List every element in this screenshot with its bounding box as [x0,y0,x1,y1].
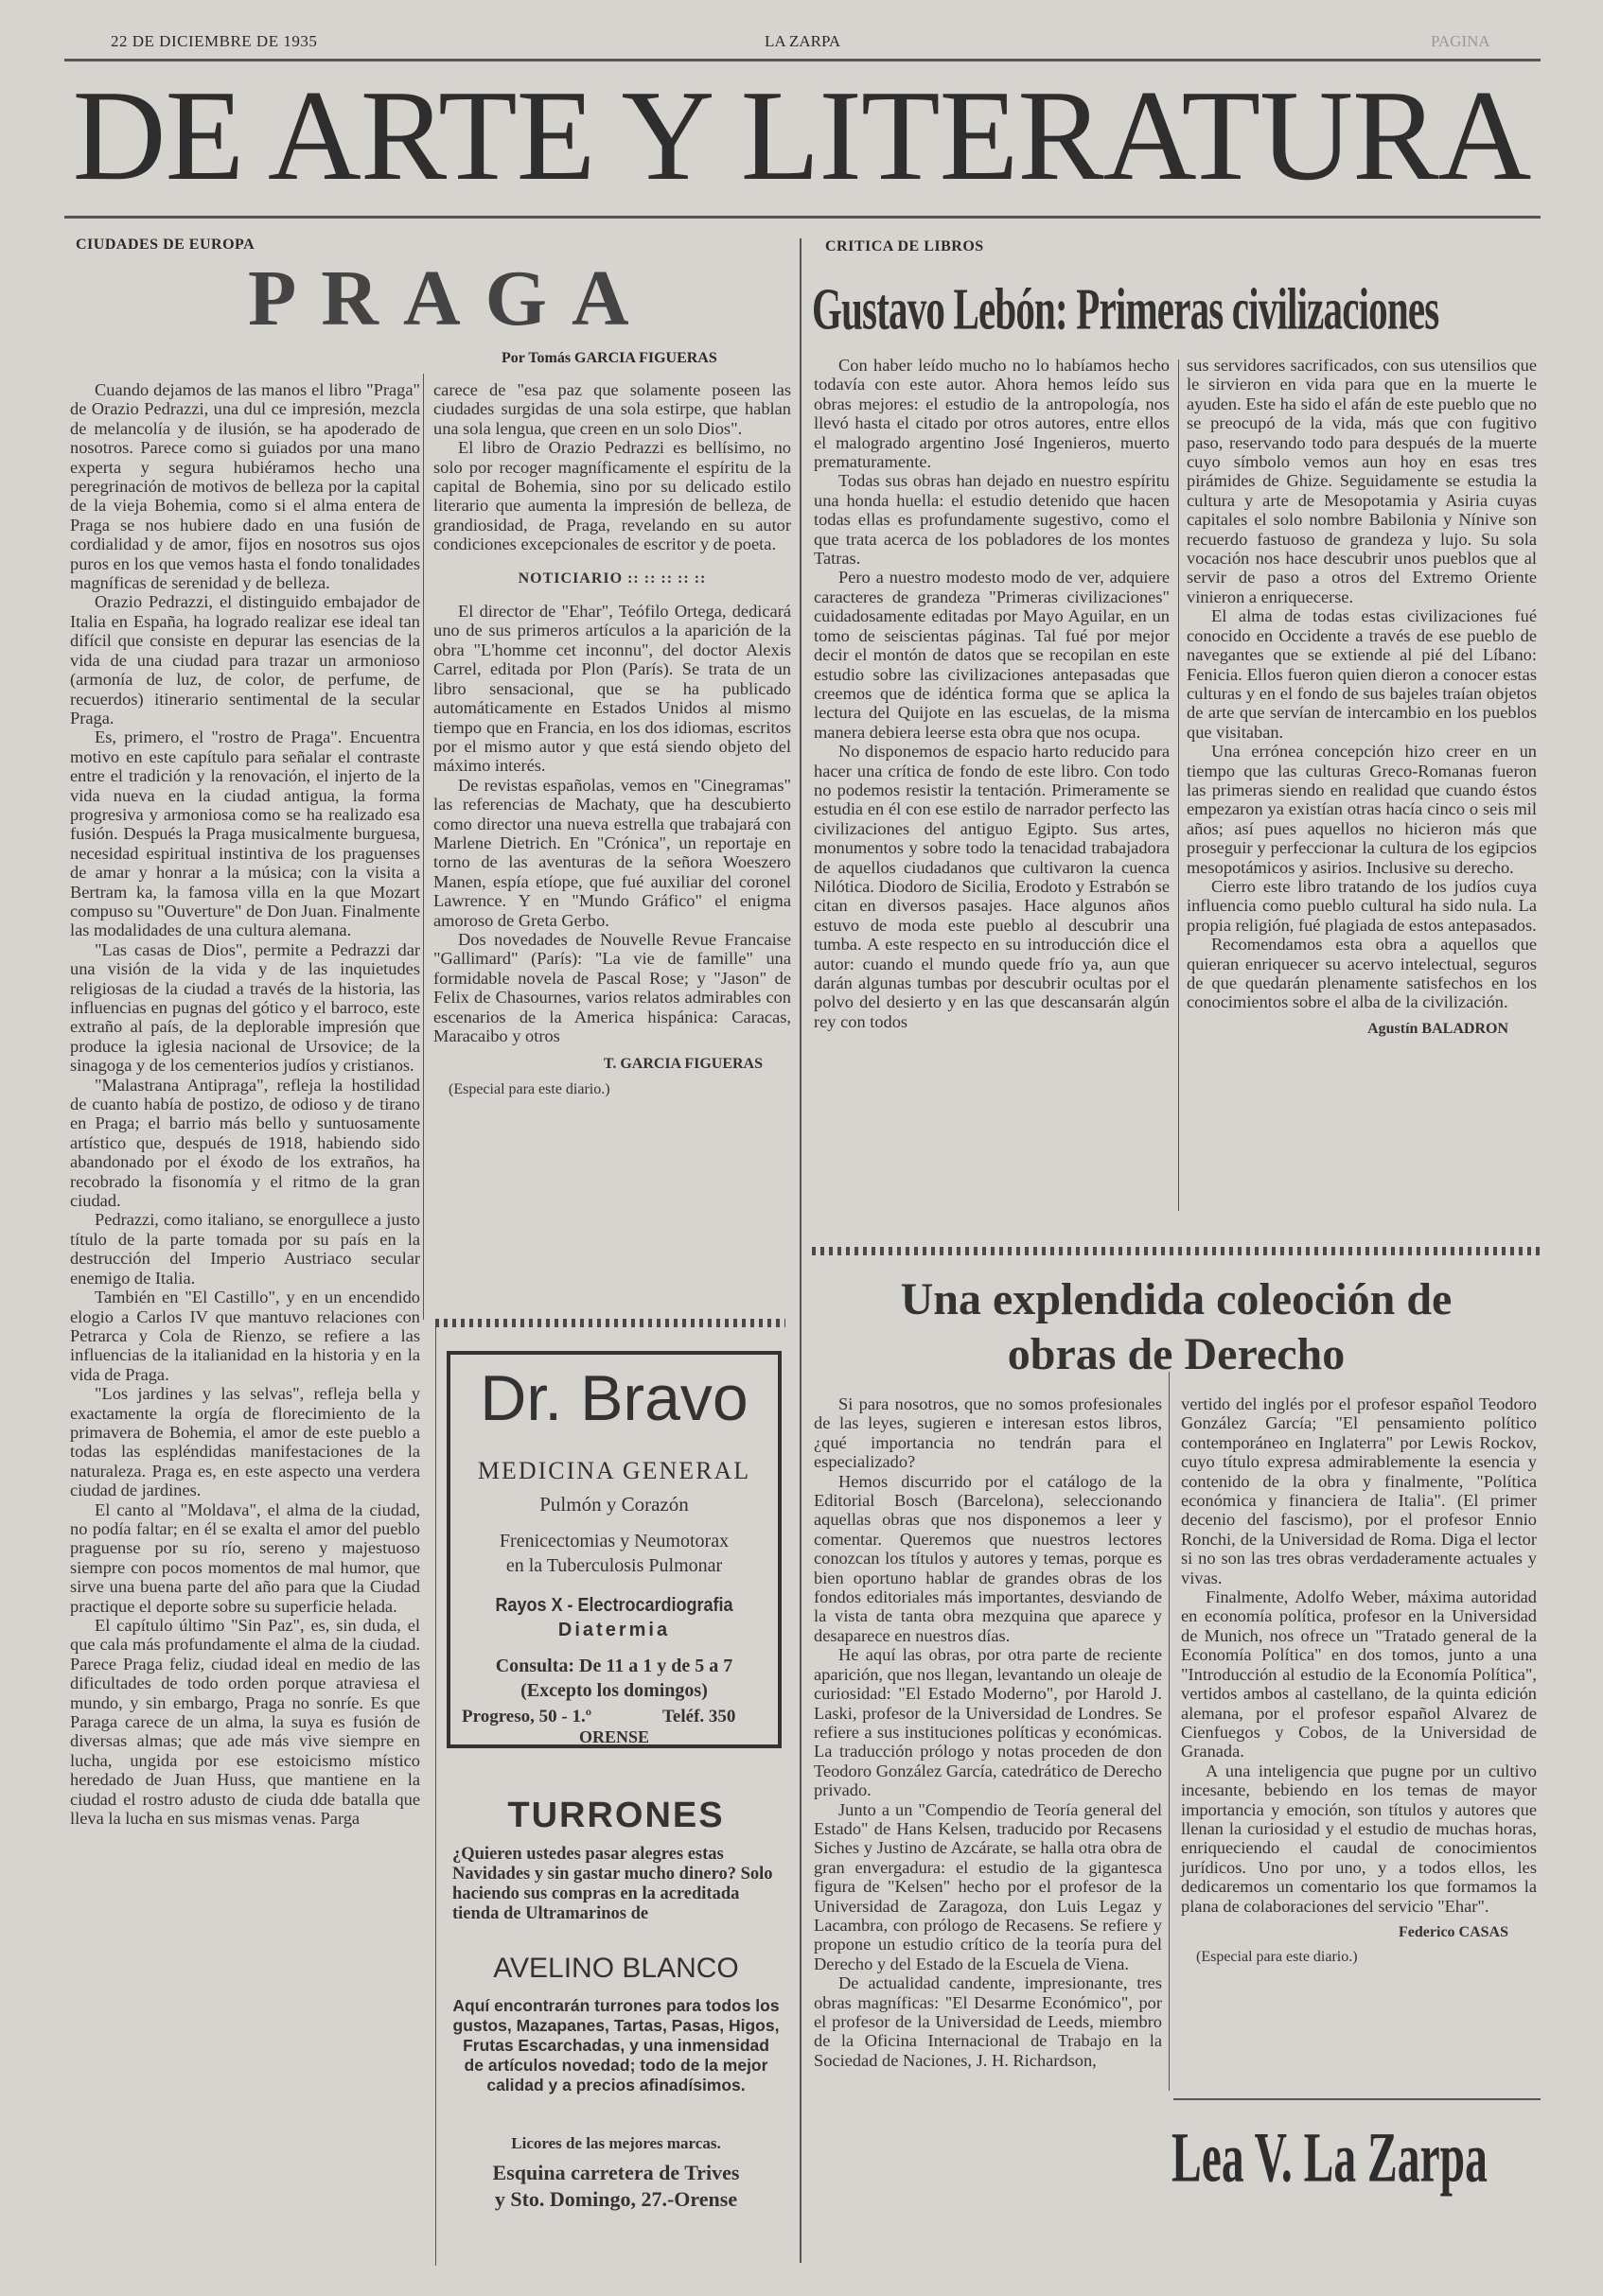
ad-turrones-body: Aquí encontrarán turrones para todos los gustos, Mazapanes, Tartas, Pasas, Higos, Frutas Escarchadas, y una inmensidad de artículos novedad; todo de la mejor calidad y a precios afinadísimos. [452,1996,780,2094]
lebon-paragraph: El alma de todas estas civilizaciones fué conocido en Occidente a través de ese pueblo de navegantes que se extiende al pié del Líbano: Fenicia. Ellos fueron quien dieron a conocer estas culturas y en el fondo de sus bajeles traían objetos de arte que servían de intercambio en los pueblos que visitaban. [1187,606,1537,742]
derecho-paragraph: De actualidad candente, impresionante, tres obras magníficas: "El Desarme Económico", por el profesor de la Universidad de Leeds, miembro de la Oficina Internacional de Trabajo en la Sociedad de Naciones, J. H. Richardson, [814,1973,1162,2070]
header-rule [64,59,1541,61]
praga-title: PRAGA [248,254,654,342]
ad-bravo-name: Dr. Bravo [480,1362,749,1434]
column-rule-left [423,374,424,1320]
ad-bravo-city: ORENSE [578,1727,650,1746]
derecho-paragraph: A una inteligencia que pugne por un cultivo incesante, bebiendo en los temas de mayor importancia y emoción, son títulos y autores que llenan la curiosidad y el estudio de muchas horas, enriqueciendo el caudal de conocimientos jurídicos. Uno por uno, y a todos ellos, les dedicaremos un comentario los que formamos la plana de colaboraciones del servicio "Ehar". [1181,1761,1537,1916]
derecho-paragraph: Si para nosotros, que no somos profesionales de las leyes, sugieren e interesan estos libros, ¿qué importancia no tendrán para el especializado? [814,1394,1162,1472]
praga-paragraph: El canto al "Moldava", el alma de la ciudad, no podía faltar; en él se exalta el amor del pueblo praguense por su río, sereno y majestuoso siempre con pocos momentos de mal humor, que sirve una buena parte del año para que la Ciudad practique el deporte sobre su superficie helada. [70,1499,420,1616]
ad-turrones-title: TURRONES [507,1796,725,1835]
header-date: 22 DE DICIEMBRE DE 1935 [111,32,318,50]
noticiario-heading: NOTICIARIO :: :: :: :: :: [518,570,707,587]
praga-paragraph: "Malastrana Antipraga", refleja la hostilidad de cuanto había de postizo, de odioso y de tirano en Praga; el barrio más bello y suntuosamente artístico que, después de 1918, habiendo sido abandonado por el éxodo de los extraños, ha recobrado la fisonomía y el ritmo de la gran ciudad. [70,1075,420,1211]
praga-paragraph: "Las casas de Dios", permite a Pedrazzi dar una visión de la vida y de las inquietudes religiosas de la ciudad a través de la historia, las influencias en pugnas del gótico y el barroco, este extraño al país, de la deplorable impresión que produce la iglesia nacional de Ursovice; de la sinagoga y de los cementerios judíos y cristianos. [70,939,420,1076]
ad-bravo-hours-2: (Excepto los domingos) [520,1680,708,1701]
divider-left [435,1319,785,1327]
noticiario-paragraph: Dos novedades de Nouvelle Revue Francaise "Gallimard" (París): "La vie de famille" una formidable novela de Pascal Rose; y "Jason" de Felix de Chasournes, varios relatos admirables con escenarios de la America hispánica: Caracas, Maracaibo y otros [433,929,791,1045]
ad-turrones-store: AVELINO BLANCO [493,1953,739,1984]
column-rule-bottom-left [435,1320,436,2266]
lebon-signature: Agustín BALADRON [1367,1020,1508,1037]
lebon-paragraph: No disponemos de espacio harto reducido para hacer una crítica de fondo de este libro. Con todo no podemos resistir la tentación. Primeramente se estudia en él con ese estilo de narrador perfecto las civilizaciones del antiguo Egipto. Sus artes, monumentos y sobre todo la tenacidad trabajadora de aquellos ciudadanos que cultivaron la cuenca Nilótica. Diodoro de Sicilia, Erodoto y Estrabón se citan en diversos pasajes. Hace algunos años estuvo de moda este pueblo al descubrir una tumba. A este respecto en su introducción dice el autor: cuando el mundo quede frío ya, aun que darán algunas tumbas por descubrir ocultas por el polvo del desierto y en las que descansarán algún rey con todos [814,742,1170,1031]
ad-turrones-intro: ¿Quieren ustedes pasar alegres estas Navidades y sin gastar mucho dinero? Solo haciendo sus compras en la acreditada tienda de Ultramarinos de [452,1845,773,1923]
praga-byline: Por Tomás GARCIA FIGUERAS [502,350,717,366]
lebon-paragraph: Todas sus obras han dejado en nuestro espíritu una honda huella: el estudio detenido que hacen todas ellas es profundamente sugestivo, como el que trata acerca de los pobladores de los montes Tatras. [814,471,1170,569]
ad-bravo-phone: Teléf. 350 [662,1707,736,1726]
derecho-signature: Federico CASAS [1399,1923,1508,1940]
lebon-column-2 [1187,356,1537,1039]
derecho-column-2 [1181,1394,1537,1968]
ad-bravo-address: Progreso, 50 - 1.º [462,1707,591,1726]
ad-bravo-organs: Pulmón y Corazón [539,1493,689,1516]
praga-paragraph: Orazio Pedrazzi, el distinguido embajador de Italia en España, ha logrado realizar ese ideal tan difícil que consiste en depurar las esencias de la vida de una ciudad para trazar un armonioso (armonía de luz, de color, de perfume, de recuerdos) itinerario sentimental de la secular Praga. [70,592,420,727]
noticiario-paragraph: De revistas españolas, vemos en "Cinegramas" las referencias de Machaty, que ha descubierto como director una nueva estrella que trabajará con Marlene Dietrich. En "Crónica", un reportaje en torno de las aventuras de la señora Woeszero Manen, espía etíope, que fué auxiliar del coronel Lawrence. Y en "Mundo Gráfico" el enigma amoroso de Greta Gerbo. [433,775,791,930]
praga-paragraph: También en "El Castillo", y en un encendido elogio a Carlos IV que mantuvo relaciones con Petrarca y Cola de Rienzo, se refiere a las influencias de la italianidad en la historia y en la vida de Praga. [70,1288,420,1384]
derecho-paragraph: He aquí las obras, por otra parte de reciente aparición, que nos llegan, levantando un oleaje de curiosidad: "El Estado Moderno", por Harold J. Laski, profesor de la Universidad de Londres. Se refiere a sus instituciones políticas y económicas. La traducción prólogo y notas proceden de don Teodoro González García, catedrático de Derecho privado. [814,1645,1162,1800]
ad-bravo-xray-1: Rayos X - Electrocardiografia [495,1595,733,1616]
column-rule-right-top [1178,359,1179,1211]
lebon-kicker: CRITICA DE LIBROS [825,238,984,254]
derecho-paragraph: vertido del inglés por el profesor español Teodoro González García; "El pensamiento político contemporáneo en Inglaterra" por Lewis Rockov, cuyo título expresa admirablemente la esencia y contenido de la obra y finalmente, "Política económica y financiera de Italia". (El primer decenio del fascismo), por el profesor Ennio Ronchi, de la Universidad de Roma. Diga el lector si no son las tres obras verdaderamente actuales y vivas. [1181,1394,1537,1587]
derecho-title-2: obras de Derecho [1007,1329,1346,1379]
derecho-paragraph: Junto a un "Compendio de Teoría general del Estado" de Hans Kelsen, traducido por Recasens Siches y Justino de Azcárate, se halla otra obra de gran envergadura: el estudio de la gigantesca figura de "Kelsen" hecho por el profesor de la Universidad de Zaragoza, don Luis Legaz y Lacambra, con prólogo de Recasens. Se refiere y propone un estudio crítico de la teoría pura del Derecho y del Estado de la Escuela de Viena. [814,1799,1162,1973]
derecho-title-1: Una explendida coleoción de [900,1274,1453,1324]
lebon-paragraph: Recomendamos esta obra a aquellos que quieran enriquecer su acervo intelectual, seguros de que quedarán plenamente satisfechos en los conocimientos sobre el alba de la civilización. [1187,935,1537,1012]
praga-paragraph: Pedrazzi, como italiano, se enorgullece a justo título de la parte tomada por su país en la destrucción del Imperio Austriaco secular enemigo de Italia. [70,1210,420,1288]
praga-paragraph: "Los jardines y las selvas", refleja bella y exactamente la orgía de florecimiento de la primavera de Bohemia, el amor de este pueblo a todas las espléndidas manifestaciones de la naturaleza. Praga es, en este aspecto una verdera ciudad de jardines. [70,1384,420,1500]
lebon-paragraph: Con haber leído mucho no lo habíamos hecho todavía con este autor. Ahora hemos leído sus obras mejores: el estudio de la antropología, nos llevó hasta el citado por otros autores, entre ellos el malogrado argentino José Ingenieros, muerto prematuramente. [814,356,1170,472]
ad-bravo-specialty: MEDICINA GENERAL [477,1457,751,1484]
ad-turrones-liquors: Licores de las mejores marcas. [511,2134,721,2152]
column-rule-main [800,238,802,2263]
section-title: DE ARTE Y LITERATURA [72,63,1531,207]
ad-bravo-treatment-2: en la Tuberculosis Pulmonar [505,1555,723,1576]
praga-paragraph: El libro de Orazio Pedrazzi es bellísimo, no solo por recoger magníficamente el espíritu de la capital de Bohemia, sino por su delicado estilo literario que aumenta la impresión de belleza, de grandiosidad, de Praga, revelando en su autor condiciones excepcionales de escritor y de poeta. [433,438,791,554]
praga-paragraph: carece de "esa paz que solamente poseen las ciudades surgidas de una sola estirpe, que hablan una sola lengua, que creen en un solo Dios". [433,380,791,438]
praga-kicker: CIUDADES DE EUROPA [76,237,255,253]
promo-rule [1173,2098,1541,2100]
lebon-paragraph: Cierro este libro tratando de los judíos cuya influencia como pueblo cultural ha sido nula. La propia religión, fué plagiada de estos antepasados. [1187,876,1537,935]
praga-column-2 [433,380,791,1099]
ad-bravo-xray-2: Diatermia [557,1620,671,1640]
lebon-paragraph: Una errónea concepción hizo creer en un tiempo que las culturas Greco-Romanas fueron las primeras siendo en realidad que cuando éstos empezaron ya existían otras hacía cinco o seis mil años; así pues aquellos no hicieron más que proseguir y perfeccionar la cultura de los egipcios mesopotámicos y asirios. Inclusive su derecho. [1187,742,1537,877]
ad-turrones-address-1: Esquina carretera de Trives [492,2161,740,2184]
ad-bravo-treatment-1: Frenicectomias y Neumotorax [499,1531,730,1551]
ad-bravo-hours-1: Consulta: De 11 a 1 y de 5 a 7 [495,1656,733,1676]
lebon-paragraph: Pero a nuestro modesto modo de ver, adquiere caracteres de grandeza "Primeras civilizaciones" cuidadosamente editadas por Mayo Aguilar, en un tomo de seiscientas páginas. Tal fué por mejor decir el montón de datos que se recopilan en este estudio sobre las civilizaciones antepasadas que creemos que de idéntica forma que se aplica la lectura del Quijote en las escuelas, de la misma manera debiera leerse esta obra que nos ocupa. [814,568,1170,742]
derecho-note: (Especial para este diario.) [1196,1949,1358,1966]
praga-column-1 [70,380,420,1828]
lebon-paragraph: sus servidores sacrificados, con sus utensilios que le sirvieron en vida para que en la muerte le ayuden. Este ha sido el afán de este pueblo que no se preocupó de la vida, más que con fugitivo paso, reservando todo para después de la muerte cuyo símbolo vemos aun hoy en esas tres pirámides de Ghize. Seguidamente se estudia la cultura y arte de Mesopotamia y Asiria cuyas capitales el solo nombre Babilonia y Nínive son recuerdo fastuoso de grandeza y lujo. Su sola vocación nos hace descubrir unos pueblos que al servir de paso a otros del Extremo Oriente vinieron a enriquecerse. [1187,356,1537,606]
derecho-column-1 [814,1394,1162,2070]
noticiario-note: (Especial para este diario.) [449,1080,610,1097]
praga-paragraph: Es, primero, el "rostro de Praga". Encuentra motivo en este capítulo para señalar el contraste entre el tradición y la renovación, el injerto de la vida nueva en la ciudad antigua, la forma progresiva y armoniosa como se ha realizado esa fusión. Después la Praga musicalmente burguesa, necesidad espiritual instintiva de los praguenses de amar y honrar a la música; con la visita a Bertram ka, la famosa villa en la que Mozart compuso su "Ouverture" de Don Juan. Finalmente las modalidades de una cultura alemana. [70,727,420,940]
lebon-title: Gustavo Lebón: Primeras civilizaciones [812,275,1439,342]
ad-turrones-address-2: y Sto. Domingo, 27.-Orense [494,2187,738,2211]
derecho-paragraph: Hemos discurrido por el catálogo de la Editorial Bosch (Barcelona), seleccionando aquellas obras que nos disponemos a leer y comentar. Queremos que nuestros lectores conozcan los títulos y autores y temas, porque es bien oportuno hablar de grandes obras de los fondos editoriales más importantes, desviando de la vista de tanta obra mezquina que aparece y desaparece en nuestros días. [814,1471,1162,1645]
promo-lea-la-zarpa: Lea V. La Zarpa [1171,2116,1488,2198]
lebon-column-1 [814,356,1170,1031]
noticiario-paragraph: El director de "Ehar", Teófilo Ortega, dedicará uno de sus primeros artículos a la aparición de la obra "L'homme cet inconnu", del doctor Alexis Carrel, editada por Plon (París). Se trata de un libro sensacional, que se ha publicado automáticamente en Estados Unidos al mismo tiempo que en Francia, en los dos idiomas, escritos por el mismo autor y que está siendo objeto del máximo interés. [433,602,791,776]
praga-paragraph: Cuando dejamos de las manos el libro "Praga" de Orazio Pedrazzi, una dul ce impresión, mezcla de melancolía y de ilusión, se ha apoderado de nosotros. Parece como si guiados por una mano experta y segura hubiéramos hecho una peregrinación de motivos de belleza por la capital de la vieja Bohemia, como si el alma entera de Praga se nos hubiere dado en una fusión de cordialidad y de amor, fijos en nosotros sus ojos puros en los que vemos hasta el fondo tonalidades magníficas de serenidad y de belleza. [70,380,420,593]
header-page-label: PAGINA [1431,32,1490,50]
noticiario-signature: T. GARCIA FIGUERAS [603,1056,763,1073]
column-rule-right-bottom [1169,1372,1170,2091]
derecho-paragraph: Finalmente, Adolfo Weber, máxima autoridad en economía política, profesor en la Universidad de Munich, nos ofrece un "Tratado general de la Economía Política" en dos tomos, junto a una "Introducción al estudio de la Economía Política", vertidos ambos al castellano, de la quinta edición alemana, por el profesor español Alvarez de Cienfuegos y Cobos, de la Universidad de Granada. [1181,1587,1537,1761]
praga-paragraph: El capítulo último "Sin Paz", es, sin duda, el que cala más profundamente el alma de la ciudad. Parece Praga feliz, ciudad ideal en medio de las dificultades de todo orden porque atraviesa el mundo, y sin embargo, Praga no sonríe. Es que Paraga carece de un alma, la suya es fusión de diversas almas; que ade más vive siempre en lucha, ungida por ese estoicismo místico heredado de Juan Huss, que mantiene en la ciudad el rostro adusto de ciuda dde batalla que lleva la lucha en sus mismas venas. Parga [70,1616,420,1829]
title-rule [64,216,1541,219]
header-newspaper: LA ZARPA [765,32,841,50]
divider-right [812,1247,1541,1255]
